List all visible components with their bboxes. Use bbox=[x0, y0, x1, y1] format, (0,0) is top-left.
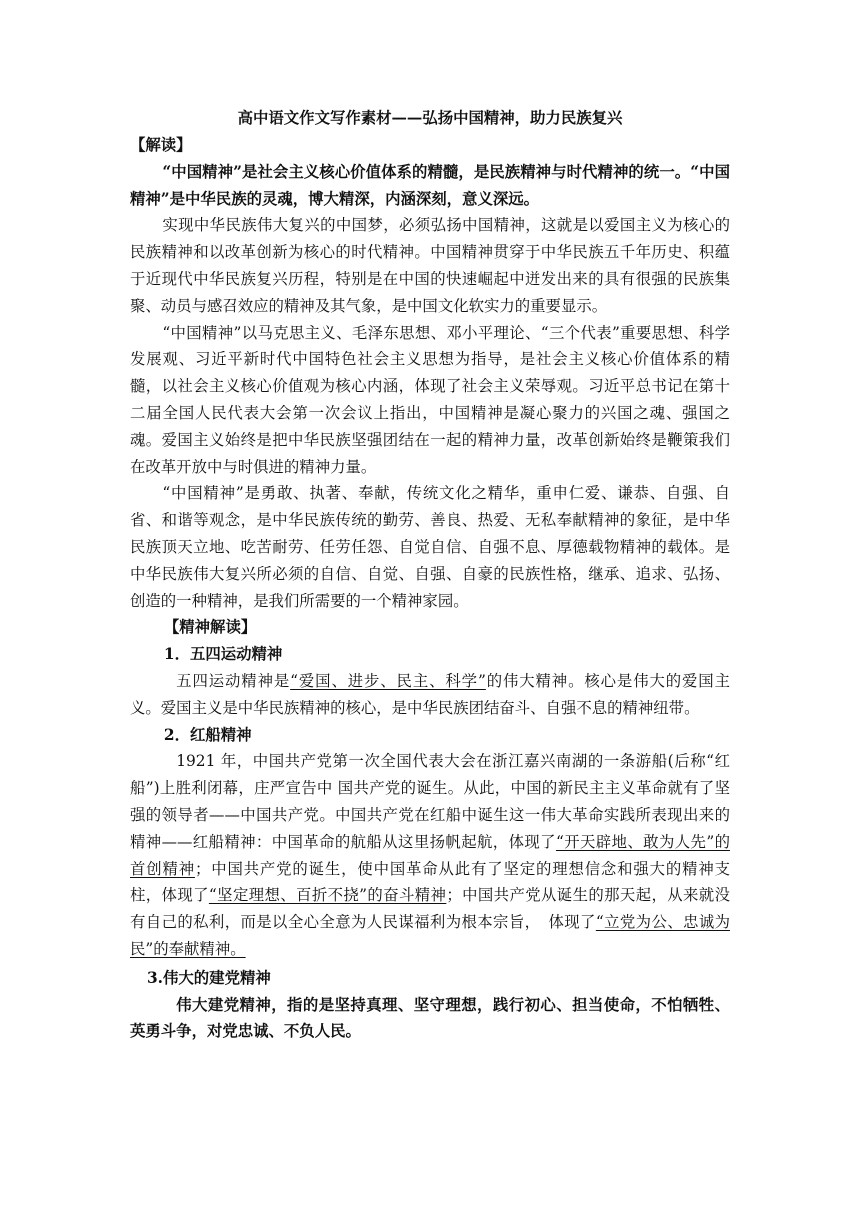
jiedu-heading: 【解读】 bbox=[130, 136, 192, 154]
intro-paragraph: “中国精神”是社会主义核心价值体系的精髓，是民族精神与时代精神的统一。“中国精神”是中华民族的灵魂，博大精深，内涵深刻，意义深远。 bbox=[130, 162, 730, 208]
s2-text-c: ；中国共产党从诞生的那天起，从来就没有自己的私利，而是以全心全意为人民谋福利为根本宗旨， 体现了 bbox=[130, 886, 730, 932]
s2-underline-2: “坚定理想、百折不挠”的奋斗精神 bbox=[208, 886, 447, 905]
s2-text-a: 1921 年，中国共产党第一次全国代表大会在浙江嘉兴南湖的一条游船(后称“红船”)上胜利闭幕，庄严宣告中 国共产党的诞生。从此，中国的新民主主义革命就有了坚强的领导者——中国共产党。中国共产党在红船中诞生这一伟大革命实践所表现出来的精神——红船精神：中国革命的航船从这里扬帆起航，体现了 bbox=[130, 752, 730, 851]
s1-text-a: 五四运动精神是 bbox=[176, 671, 291, 690]
section-1-paragraph bbox=[130, 668, 730, 722]
section-2-paragraph bbox=[130, 748, 730, 962]
section-3-heading: 3.伟大的建党精神 bbox=[146, 968, 271, 987]
paragraph-1: 实现中华民族伟大复兴的中国梦，必须弘扬中国精神，这就是以爱国主义为核心的民族精神和以改革创新为核心的时代精神。中国精神贯穿于中华民族五千年历史、积蕴于近现代中华民族复兴历程，特别是在中国的快速崛起中迸发出来的具有很强的民族集聚、动员与感召效应的精神及其气象，是中国文化软实力的重要显示。 bbox=[130, 216, 730, 315]
s2-text-b: ；中国共产党的诞生，使中国革命从此有了坚定的理想信念和强大的精神支柱，体现了 bbox=[130, 859, 730, 905]
s1-text-b: 的伟大精神。核心是伟大的爱国主义。爱国主义是中华民族精神的核心，是中华民族团结奋斗、自强不息的精神纽带。 bbox=[130, 671, 730, 717]
s2-underline-3: “立党为公、忠诚为民”的奉献精神。 bbox=[130, 913, 730, 958]
section-1-heading: 1．五四运动精神 bbox=[163, 645, 283, 664]
paragraph-2: “中国精神”以马克思主义、毛泽东思想、邓小平理论、“三个代表”重要思想、科学发展观、习近平新时代中国特色社会主义思想为指导，是社会主义核心价值体系的精髓，以社会主义核心价值观为核心内涵，体现了社会主义荣辱观。习近平总书记在第十二届全国人民代表大会第一次会议上指出，中国精神是凝心聚力的兴国之魂、强国之魂。爱国主义始终是把中华民族坚强团结在一起的精神力量，改革创新始终是鞭策我们在改革开放中与时俱进的精神力量。 bbox=[130, 323, 730, 476]
s2-underline-1: “开天辟地、敢为人先”的 首创精神 bbox=[130, 832, 730, 878]
s1-underline: “爱国、进步、民主、科学” bbox=[290, 671, 486, 690]
jingshen-heading: 【精神解读】 bbox=[163, 618, 257, 637]
document-title: 高中语文作文写作素材——弘扬中国精神，助力民族复兴 bbox=[237, 109, 623, 127]
paragraph-3: “中国精神”是勇敢、执著、奉献，传统文化之精华，重申仁爱、谦恭、自强、自省、和谐等观念，是中华民族传统的勤劳、善良、热爱、无私奉献精神的象征，是中华民族顶天立地、吃苦耐劳、任劳任怨、自觉自信、自强不息、厚德载物精神的载体。是中华民族伟大复兴所必须的自信、自觉、自强、自豪的民族性格，继承、追求、弘扬、创造的一种精神，是我们所需要的一个精神家园。 bbox=[130, 484, 730, 610]
section-2-heading: 2．红船精神 bbox=[163, 725, 252, 744]
document-body bbox=[130, 105, 730, 1045]
section-3-paragraph: 伟大建党精神，指的是坚持真理、坚守理想，践行初心、担当使命，不怕牺牲、英勇斗争，对党忠诚、不负人民。 bbox=[130, 995, 730, 1041]
